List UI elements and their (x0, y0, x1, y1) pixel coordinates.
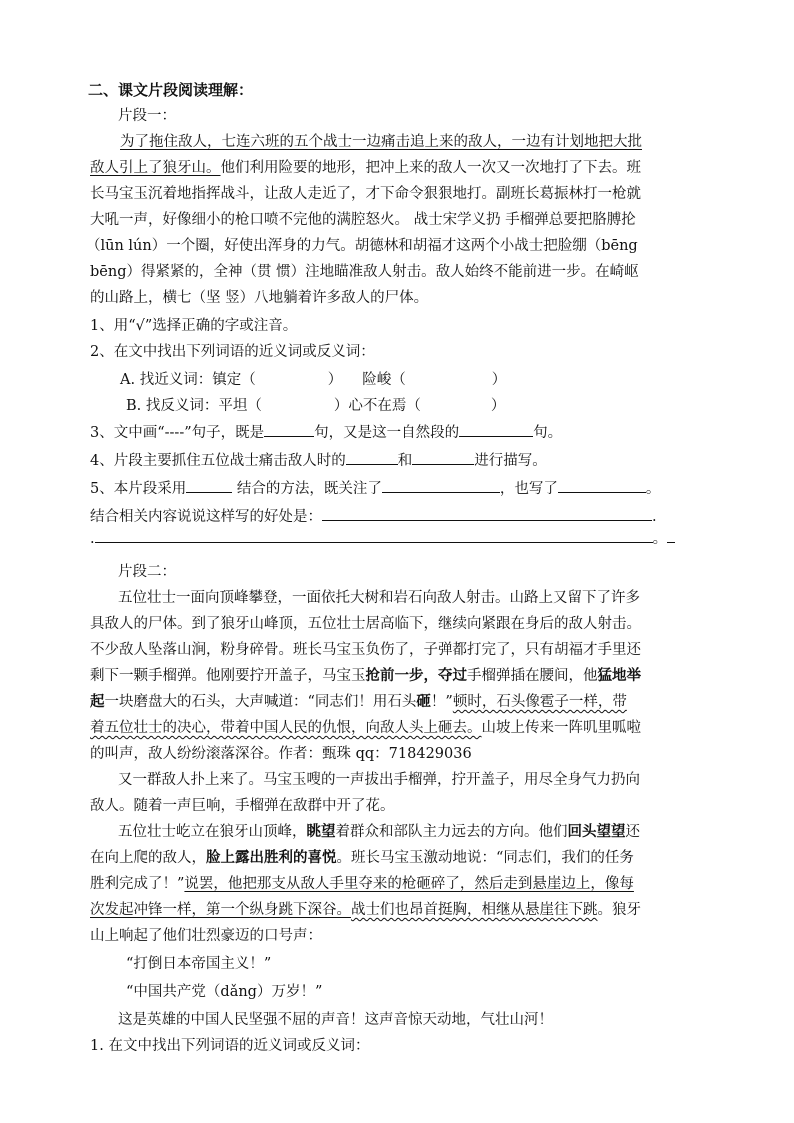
passage2-line (90, 666, 641, 688)
q3-text: 3、文中画“----”句子，既是 (90, 425, 265, 441)
question-5-line3 (90, 528, 675, 550)
paren-close: ） (333, 398, 349, 414)
wavy-sentence: 顿时，石头像雹子一样，带 (452, 694, 627, 710)
passage-text: 剩下一颗手榴弹。他刚要拧开盖子，马宝玉 (90, 668, 366, 684)
passage1-line: 长马宝玉沉着地指挥战斗，让敌人走近了，才下命令狠狠地打。副班长葛振林打一枪就 (90, 186, 641, 202)
passage2-line: 又一群敌人扑上来了。马宝玉嗖的一声拔出手榴弹，拧开盖子，用尽全身气力扔向 (118, 772, 640, 788)
underlined-sentence: 敌人引上了狼牙山。 (90, 160, 221, 176)
q4-text: 进行描写。 (474, 453, 547, 469)
passage-text: 着群众和部队主力远去的方向。他们 (335, 824, 568, 840)
passage1-line (120, 132, 642, 154)
wavy-sentence: 战士们也昂首挺胸，相继从悬崖往下跳 (351, 902, 598, 918)
q2a-label: A. 找近义词：镇定（ (120, 372, 256, 388)
passage-text: 。班长马宝玉激动地说：“同志们，我们的任务 (336, 850, 634, 866)
passage1-label: 片段一： (118, 108, 176, 124)
passage1-line (90, 158, 641, 180)
passage-text: 还 (625, 824, 640, 840)
passage2-line (118, 822, 640, 844)
q5-text: . (90, 531, 95, 547)
underlined-sentence: 说罢，他把那支从敌人手里夺来的枪砸碎了，然后走到悬崖边上，像每 (184, 876, 634, 892)
bold-phrase: 回头望望 (567, 823, 626, 840)
passage2-line (90, 900, 641, 922)
blank-field[interactable] (459, 422, 533, 437)
q5-text: 。 (645, 481, 661, 497)
question-4 (90, 450, 547, 472)
passage2-label: 片段二： (118, 564, 176, 580)
underlined-sentence: 次发起冲锋一样，第一个纵身跳下深谷。 (90, 902, 351, 918)
q3-text: 句。 (533, 425, 563, 441)
bold-phrase: 猛地举 (597, 667, 641, 684)
passage-text: ， (423, 667, 438, 684)
bold-phrase: 脸上露出胜利的喜悦 (206, 849, 337, 866)
passage2-line: 五位壮士一面向顶峰攀登，一面依托大树和岩石向敌人射击。山路上又留下了许多 (118, 590, 640, 606)
passage-text: 胜利完成了！” (90, 876, 185, 892)
q2a-word2: 险峻（ (362, 372, 406, 388)
underlined-sentence: 为了拖住敌人，七连六班的五个战士一边痛击追上来的敌人，一边有计划地把大批 (120, 134, 642, 150)
answer-line[interactable] (322, 506, 652, 521)
passage-text: 。狼牙 (597, 902, 641, 918)
passage2-line: 敌人。随着一声巨响，手榴弹在敌群中开了花。 (90, 798, 395, 814)
slogan-1: “打倒日本帝国主义！” (126, 956, 272, 972)
blank-field[interactable] (558, 478, 646, 493)
passage-text: 他们利用险要的地形，把冲上来的敌人一次又一次地打了下去。班 (220, 160, 641, 176)
question-3 (90, 422, 562, 444)
blank-field[interactable] (346, 450, 398, 465)
passage-text: 一块磨盘大的石头，大声喊道：“同志们！用石头 (104, 694, 417, 710)
q2b-label: B. 找反义词：平坦（ (126, 398, 262, 414)
passage2-line: 这是英雄的中国人民坚强不屈的声音！这声音惊天动地，气壮山河！ (118, 1012, 553, 1028)
blank-field[interactable] (412, 450, 474, 465)
q5-prompt: 结合相关内容说说这样写的好处是： (90, 509, 322, 525)
passage2-line: 具敌人的尸体。到了狼牙山峰顶，五位壮士居高临下，继续向紧跟在身后的敌人射击。 (90, 616, 641, 632)
q2b-word2: 心不在焉（ (348, 398, 421, 414)
passage-text: 手榴弹插在腰间，他 (467, 668, 598, 684)
bold-phrase: 起 (90, 693, 105, 710)
question-5 (90, 478, 660, 500)
passage1-line: 的山路上，横七（坚 竖）八地躺着许多敌人的尸体。 (90, 290, 429, 306)
blank-field[interactable] (186, 478, 232, 493)
slogan-2: “中国共产党（dǎng）万岁！” (126, 984, 323, 1000)
bold-phrase: 眺望 (306, 823, 336, 840)
paren-close: ） (491, 372, 507, 388)
passage1-line: 大吼一声，好像细小的枪口喷不完他的满腔怒火。 战士宋学义扔 手榴弹总要把胳膊抡 (90, 212, 636, 228)
bold-phrase: 抢前一步 (365, 667, 424, 684)
paren-close: ） (327, 372, 343, 388)
answer-line (667, 528, 675, 543)
question-2-1: 1. 在文中找出下列词语的近义词或反义词： (90, 1038, 370, 1054)
q3-text: 句，又是这一自然段的 (314, 425, 460, 441)
passage2-line (90, 848, 634, 870)
q5-text: ，也写了 (499, 481, 558, 497)
paren-close: ） (490, 398, 506, 414)
question-1: 1、用“√”选择正确的字或注音。 (90, 318, 298, 334)
passage-text: 山坡上传来一阵叽里呱啦 (481, 720, 641, 736)
section-heading: 二、课文片段阅读理解： (88, 81, 254, 99)
passage2-line (90, 874, 634, 896)
passage1-line: （lūn lún）一个圈，好使出浑身的力气。胡德林和胡福才这两个小战士把脸绷（bēng (86, 238, 638, 254)
question-5-line2 (90, 506, 657, 528)
passage-text: ！” (430, 694, 453, 710)
passage2-line: 山上响起了他们壮烈豪迈的口号声： (90, 928, 322, 944)
passage-text: 五位壮士屹立在狼牙山顶峰， (118, 824, 307, 840)
passage2-line (90, 718, 641, 740)
passage-text: 在向上爬的敌人， (90, 850, 206, 866)
passage1-line: bēng）得紧紧的，全神（贯 惯）注地瞄准敌人射击。敌人始终不能前进一步。在崎岖 (90, 264, 639, 280)
answer-line[interactable] (95, 528, 653, 543)
q4-text: 和 (397, 453, 413, 469)
passage2-line: 不少敌人坠落山涧，粉身碎骨。班长马宝玉负伤了，子弹都打完了，只有胡福才手里还 (90, 642, 641, 658)
bold-phrase: 夺过 (438, 667, 467, 684)
blank-field[interactable] (264, 422, 314, 437)
q5-text: . (652, 509, 657, 525)
passage2-line: 的叫声，敌人纷纷滚落深谷。作者：甄珠 qq：718429036 (90, 746, 472, 762)
q5-text: 结合的方法，既关注了 (232, 481, 382, 497)
q4-text: 4、片段主要抓住五位战士痛击敌人时的 (90, 453, 346, 469)
question-2: 2、在文中找出下列词语的近义词或反义词： (90, 344, 375, 360)
bold-phrase: 砸 (416, 693, 431, 710)
blank-field[interactable] (382, 478, 500, 493)
question-2a (120, 370, 506, 392)
wavy-sentence: 着五位壮士的决心，带着中国人民的仇恨，向敌人头上砸去。 (90, 720, 482, 736)
question-2b (126, 396, 505, 418)
q5-text: 5、本片段采用 (90, 481, 187, 497)
q5-text: 。 (652, 531, 668, 547)
passage2-line (90, 692, 627, 714)
